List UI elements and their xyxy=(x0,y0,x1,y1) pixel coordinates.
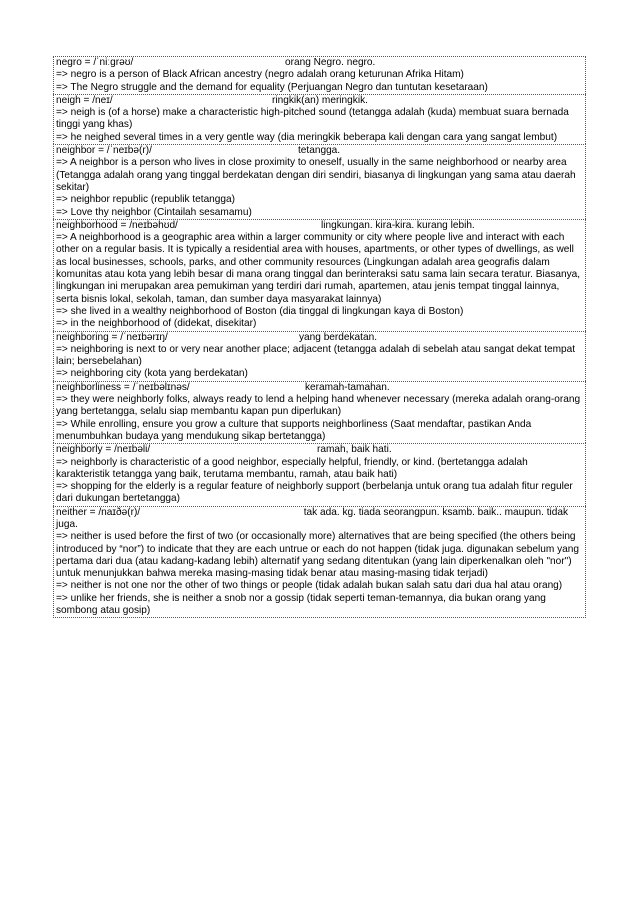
example-line: => neighbor republic (republik tetangga) xyxy=(56,194,236,206)
entry-word-pronunciation: neighboring = /ˈneɪbərɪŋ/ xyxy=(56,331,168,343)
example-line: => neighborly is characteristic of a good neighbor, especially helpful, friendly, or kind. (bertetangga adalah karakteristik tetangga yang baik, terutama membantu, ramah, atau baik hati) xyxy=(56,456,528,480)
entry-heading xyxy=(54,444,585,456)
entry-meaning: orang Negro. negro. xyxy=(285,57,376,68)
entry-meaning: keramah-tamahan. xyxy=(305,381,390,393)
dictionary-entry xyxy=(53,219,586,331)
dictionary-entry xyxy=(53,331,586,381)
example-line: => A neighborhood is a geographic area within a larger community or city where people live and interact with each other on a regular basis. It is typically a residential area with houses, apartments, or other types of dwellings, as well as local businesses, schools, parks, and other community resources (Lingkungan adalah area geografis dalam komunitas atau kota yang lebih besar di mana orang tinggal dan berinteraksi satu sama lain secara teratur. Biasanya, lingkungan ini merupakan area pemukiman yang terdiri dari rumah, apartemen, atau jenis tempat tinggal lainnya, serta bisnis lokal, sekolah, taman, dan sumber daya masyarakat lainnya) xyxy=(56,232,581,305)
example-line: => Love thy neighbor (Cintailah sesamamu) xyxy=(56,206,252,218)
dictionary-entry xyxy=(53,94,586,144)
example-line: => he neighed several times in a very gentle way (dia meringkik beberapa kali dengan cara yang sangat lembut) xyxy=(56,131,558,143)
entry-heading xyxy=(54,332,585,344)
entry-word-pronunciation: neighborhood = /neɪbəhʊd/ xyxy=(56,219,178,231)
example-line: => neighboring city (kota yang berdekatan) xyxy=(56,368,248,380)
entry-heading xyxy=(54,507,585,532)
entry-word-pronunciation: neither = /naɪðə(r)/ xyxy=(56,506,141,518)
entry-word-pronunciation: neigh = /neɪ/ xyxy=(56,94,113,106)
entry-heading xyxy=(54,95,585,107)
example-line: => in the neighborhood of (didekat, disekitar) xyxy=(56,318,257,330)
entry-heading xyxy=(54,57,585,69)
example-line: => neigh is (of a horse) make a characteristic high-pitched sound (tetangga adalah (kuda) membuat suara bernada tinggi yang khas) xyxy=(56,107,569,131)
example-line: => neither is used before the first of two (or occasionally more) alternatives that are being specified (the others being introduced by “nor”) to indicate that they are each untrue or each do not happen (tidak juga. digunakan sebelum yang pertama dari dua (atau kadang-kadang lebih) alternatif yang sedang ditentukan (yang lain diperkenalkan oleh "nor") untuk menunjukkan bahwa mereka masing-masing tidak benar atau masing-masing tidak terjadi) xyxy=(56,531,579,580)
entry-meaning: lingkungan. kira-kira. kurang lebih. xyxy=(321,219,475,231)
entry-meaning: ringkik(an) meringkik. xyxy=(272,94,368,106)
entry-word-pronunciation: neighbor = /ˈneɪbə(r)/ xyxy=(56,145,152,157)
example-line: => While enrolling, ensure you grow a culture that supports neighborliness (Saat mendaftar, pastikan Anda menumbuhkan budaya yang mendukung sikap bertetangga) xyxy=(56,418,532,442)
entry-meaning: ramah, baik hati. xyxy=(317,444,392,456)
example-line: => she lived in a wealthy neighborhood of Boston (dia tinggal di lingkungan kaya di Boston) xyxy=(56,305,464,317)
example-line: => neighboring is next to or very near another place; adjacent (tetangga adalah di sebelah atau sangat dekat tempat lain; bersebelahan) xyxy=(56,343,576,368)
example-line: => The Negro struggle and the demand for equality (Perjuangan Negro dan tuntutan kesetaraan) xyxy=(56,81,488,93)
entry-meaning: tetangga. xyxy=(298,145,341,157)
dictionary-entry xyxy=(53,443,586,505)
dictionary-entry xyxy=(53,144,586,219)
dictionary-entry xyxy=(53,381,586,443)
entry-word-pronunciation: negro = /ˈniːɡrəʊ/ xyxy=(56,57,134,68)
entry-word-pronunciation: neighborly = /neɪbəli/ xyxy=(56,444,151,456)
entry-meaning: tak ada. kg. tiada seorangpun. ksamb. baik.. maupun. tidak juga. xyxy=(56,506,569,530)
entry-word-pronunciation: neighborliness = /ˈneɪbəlɪnəs/ xyxy=(56,381,190,393)
example-line: => negro is a person of Black African ancestry (negro adalah orang keturunan Afrika Hitam) xyxy=(56,69,464,81)
example-line: => shopping for the elderly is a regular feature of neighborly support (berbelanja untuk orang tua adalah fitur reguler dari dukungan bertetangga) xyxy=(56,481,573,505)
example-line: => they were neighborly folks, always ready to lend a helping hand whenever necessary (mereka adalah orang-orang yang bertetangga, selalu siap membantu kapan pun diperlukan) xyxy=(56,394,581,418)
example-line: => neither is not one nor the other of two things or people (tidak adalah bukan salah satu dari dua hal atau orang) xyxy=(56,580,563,592)
entry-heading xyxy=(54,145,585,157)
dictionary-entry xyxy=(53,56,586,94)
example-line: => A neighbor is a person who lives in close proximity to oneself, usually in the same neighborhood or nearby area (Tetangga adalah orang yang tinggal berdekatan dengan diri sendiri, biasanya di lingkungan yang sama atau daerah sekitar) xyxy=(56,157,576,193)
dictionary-entry xyxy=(53,506,586,619)
entry-heading xyxy=(54,382,585,394)
dictionary-page xyxy=(53,56,586,618)
example-line: => unlike her friends, she is neither a snob nor a gossip (tidak seperti teman-temannya, dia bukan orang yang sombong atau gosip) xyxy=(56,592,546,617)
entry-meaning: yang berdekatan. xyxy=(299,331,378,343)
entry-heading xyxy=(54,220,585,232)
